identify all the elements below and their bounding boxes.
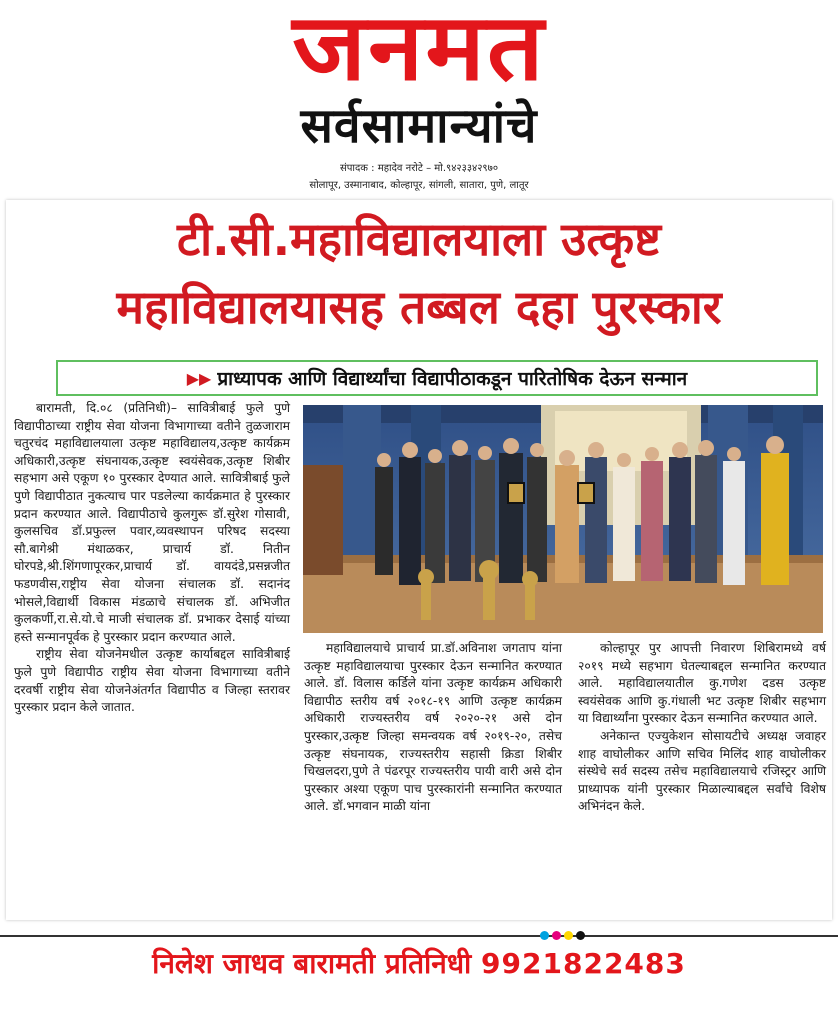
article-paragraph: महाविद्यालयाचे प्राचार्य प्रा.डॉ.अविनाश जगताप यांना उत्कृष्ट महाविद्यालयाचा पुरस्कार देऊन सन्मानित करण्यात आले. डॉ. विलास कर्डिले यांना उत्कृष्ट कार्यक्रम अधिकारी विद्यापीठ स्तरीय वर्ष २०१८-१९ आणि उत्कृष्ट कार्यक्रम अधिकारी राज्यस्तरीय वर्ष २०२०-२१ असे दोन पुरस्कार,उत्कृष्ट जिल्हा समन्वयक वर्ष २०१९-२०, तसेच उत्कृष्ट संघनायक, राज्यस्तरीय सहासी क्रिडा शिबीर चिखलदरा,पुणे ते पंढरपूर राज्यस्तरीय पायी वारी असे दोन पुरस्कार अश्या एकूण पाच पुरस्कारांनी सन्मानित करण्यात आले. डॉ.भगवान माळी यांना [304,641,562,814]
article-column-middle [304,640,562,816]
reporter-name: निलेश जाधव बारामती प्रतिनिधी [152,947,472,980]
newspaper-tagline: सर्वसामान्यांचे [300,98,538,154]
editions-line: सोलापूर, उस्मानाबाद, कोल्हापूर, सांगली, सातारा, पुणे, लातूर [309,180,529,191]
article-paragraph: बारामती, दि.०८ (प्रतिनिधी)– सावित्रीबाई फुले पुणे विद्यापीठाच्या राष्ट्रीय सेवा योजना विभागाच्या वतीने तुळजाराम चतुरचंद महाविद्यालयाला उत्कृष्ट महाविद्यालय,उत्कृष्ट कार्यक्रम अधिकारी,उत्कृष्ट संघनायक,उत्कृष्ट स्वयंसेवक,उत्कृष्ट शिबीर सहभाग असे एकूण १० पुरस्कार देण्यात आले. सावित्रीबाई फुले पुणे विद्यापीठात नुकत्याच पार पडलेल्या कार्यक्रमात हे पुरस्कार प्रदान करण्यात आले. विद्यापीठाचे कुलगुरू डॉ.सुरेश गोसावी, कुलसचिव डॉ.प्रफुल्ल पवार,व्यवस्थापन परिषद सदस्या सौ.बागेश्री मंथाळकर, प्राचार्य डॉ. नितीन घोरपडे,श्री.शिंगणापूरकर,प्राचार्य डॉ. वायदंडे,प्रसन्नजीत फडणवीस,राष्ट्रीय सेवा योजना संचालक डॉ. सदानंद भोसले,विद्यार्थी विकास मंडळाचे संचालक डॉ. अभिजीत कुलकर्णी,रा.से.यो.चे माजी संचालक डॉ. प्रभाकर देसाई यांच्या हस्ते सन्मानपूर्वक हे पुरस्कार प्रदान करण्यात आले. [14,401,290,644]
article-column-right [578,640,826,816]
double-arrow-icon: ▶▶ [186,368,212,388]
masthead [0,0,838,200]
article-column-left [14,400,290,717]
article-paragraph: कोल्हापूर पुर आपत्ती निवारण शिबिरामध्ये वर्ष २०१९ मध्ये सहभाग घेतल्याबद्दल सन्मानित करण्यात आले. महाविद्यालयातील कु.गणेश दडस उत्कृष्ट स्वयंसेवक आणि कु.गंधाली भट उत्कृष्ट शिबीर सहभाग या विद्यार्थ्यांना पुरस्कार देऊन सन्मानित करण्यात आले. [578,641,826,726]
article-clipping [6,200,832,920]
reporter-phone: 9921822483 [481,947,686,980]
editor-line: संपादक : महादेव नरोटे – मो.९४२३३४२९७० [339,163,499,174]
color-registration-marks [540,931,585,940]
subheadline-box [56,360,818,396]
yellow-dot [564,931,573,940]
reporter-credit [0,947,838,981]
article-paragraph: राष्ट्रीय सेवा योजनेमधील उत्कृष्ट कार्याबद्दल सावित्रीबाई फुले पुणे विद्यापीठ राष्ट्रीय सेवा योजना विभागाच्या वतीने दरवर्षी राष्ट्रीय सेवा योजनेअंतर्गत विद्यापीठ व जिल्हा स्तरावर पुरस्कार प्रदान केले जातात. [14,647,290,715]
article-paragraph: अनेकान्त एज्युकेशन सोसायटीचे अध्यक्ष जवाहर शाह वाघोलीकर आणि सचिव मिलिंद शाह वाघोलीकर संस्थेचे सर्व सदस्य तसेच महाविद्यालयाचे रजिस्ट्रर आणि प्राध्यापक यांनी पुरस्कार मिळाल्याबद्दल सर्वांचे विशेष अभिनंदन केले. [578,728,826,814]
headline-line-2: महाविद्यालयासह तब्बल दहा पुरस्कार [116,280,722,334]
footer-divider [0,935,838,937]
award-ceremony-photo [303,405,823,633]
subheadline: प्राध्यापक आणि विद्यार्थ्यांचा विद्यापीठाकडून पारितोषिक देऊन सन्मान [217,368,688,390]
headline-line-1: टी.सी.महाविद्यालयाला उत्कृष्ट [176,212,661,266]
cyan-dot [540,931,549,940]
magenta-dot [552,931,561,940]
black-dot [576,931,585,940]
newspaper-logo: जनमत [292,0,546,101]
